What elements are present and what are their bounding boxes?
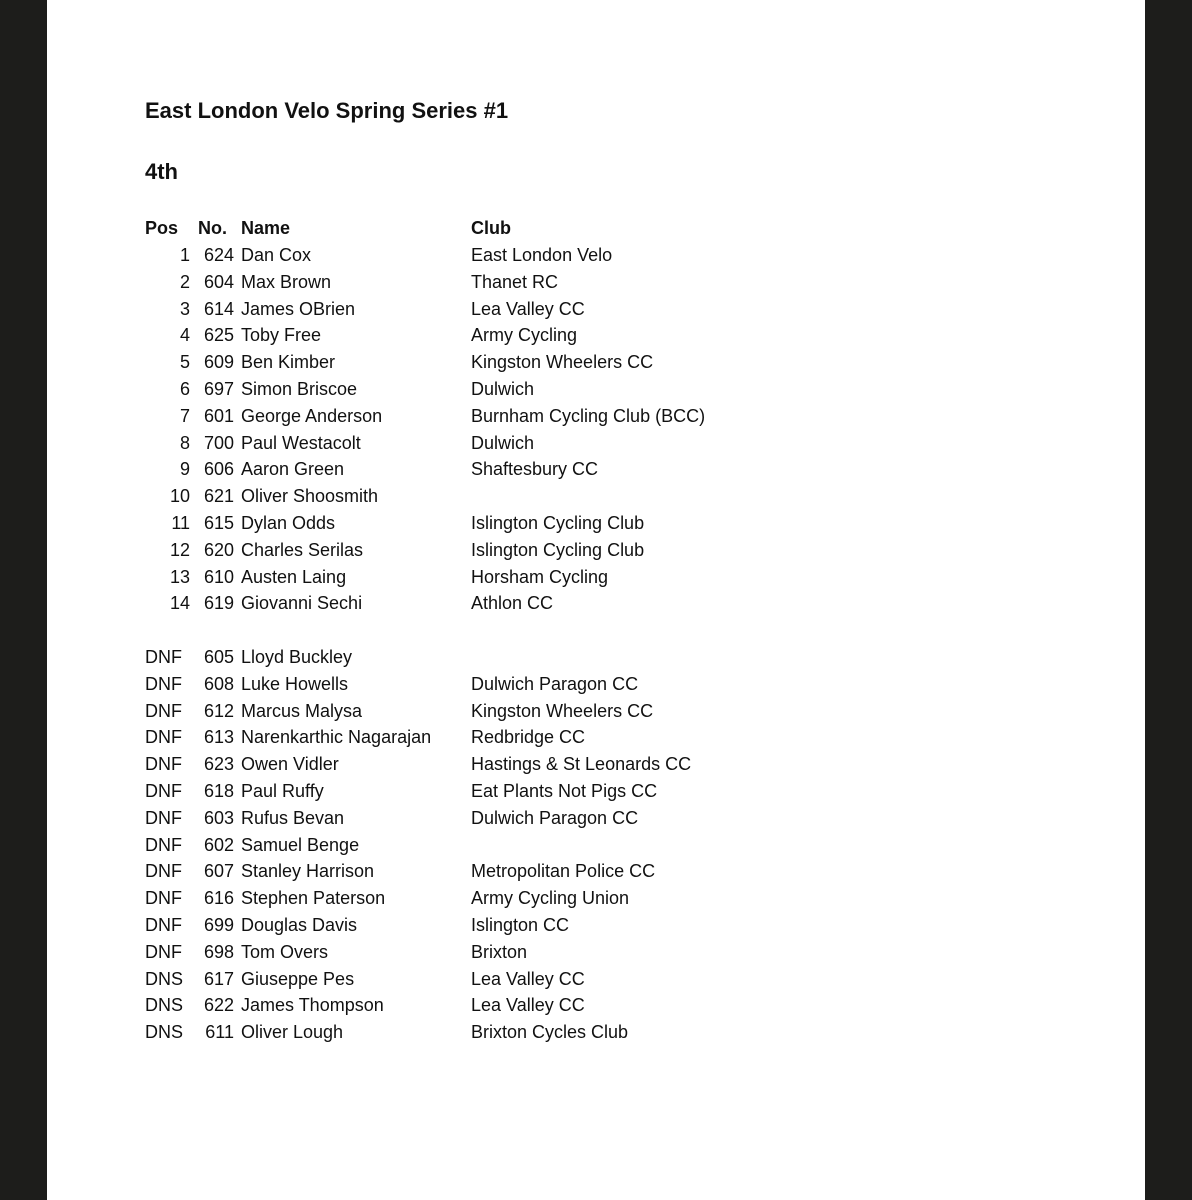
name-cell: Samuel Benge — [241, 834, 360, 855]
position-cell: DNF — [145, 781, 182, 801]
table-row — [47, 644, 1145, 671]
position-cell: 5 — [179, 352, 190, 373]
name-cell: Narenkarthic Nagarajan — [241, 727, 432, 748]
name-cell: Luke Howells — [241, 673, 349, 694]
name-cell: Max Brown — [241, 271, 332, 292]
club-cell: Burnham Cycling Club (BCC) — [471, 405, 706, 426]
club-cell: Islington Cycling Club — [471, 539, 645, 560]
table-row — [47, 590, 1145, 617]
position-cell: DNF — [145, 915, 182, 935]
club-cell: Metropolitan Police CC — [471, 861, 656, 882]
number-cell: 624 — [203, 245, 234, 265]
name-cell: James Thompson — [241, 995, 384, 1016]
table-row — [47, 778, 1145, 805]
position-cell: DNS — [145, 1022, 184, 1043]
number-cell: 604 — [203, 271, 234, 292]
table-row — [47, 832, 1145, 859]
name-cell: Paul Ruffy — [241, 781, 324, 801]
name-cell: Austen Laing — [241, 566, 347, 587]
table-row — [47, 537, 1145, 564]
number-cell: 615 — [203, 513, 234, 533]
name-cell: James OBrien — [241, 298, 356, 319]
table-row — [47, 403, 1145, 430]
position-cell: 9 — [179, 459, 190, 480]
table-row — [47, 992, 1145, 1019]
position-cell: 3 — [179, 298, 190, 319]
number-cell: 622 — [203, 995, 234, 1016]
club-cell: Islington CC — [471, 915, 570, 935]
position-cell: DNF — [145, 861, 182, 882]
name-cell: Paul Westacolt — [241, 432, 361, 453]
name-cell: Stanley Harrison — [241, 861, 375, 882]
club-cell: Lea Valley CC — [471, 298, 585, 319]
position-cell: DNS — [145, 968, 184, 989]
header-pos: Pos — [145, 218, 179, 238]
name-cell: Marcus Malysa — [241, 700, 363, 721]
position-cell: DNF — [145, 727, 182, 748]
number-cell: 605 — [203, 647, 234, 667]
club-cell: Thanet RC — [471, 271, 559, 292]
table-row — [47, 858, 1145, 885]
club-cell: East London Velo — [471, 245, 613, 265]
table-row — [47, 939, 1145, 966]
number-cell: 621 — [203, 486, 234, 507]
position-cell: DNF — [145, 700, 182, 721]
header-club: Club — [471, 218, 511, 238]
name-cell: George Anderson — [241, 405, 383, 426]
name-cell: Stephen Paterson — [241, 888, 386, 909]
table-row — [47, 698, 1145, 725]
position-cell: 12 — [169, 539, 190, 560]
number-cell: 699 — [203, 915, 234, 935]
club-cell: Kingston Wheelers CC — [471, 352, 654, 373]
position-cell: DNF — [145, 941, 182, 962]
club-cell: Lea Valley CC — [471, 968, 585, 989]
club-cell: Lea Valley CC — [471, 995, 585, 1016]
table-row — [47, 349, 1145, 376]
name-cell: Ben Kimber — [241, 352, 336, 373]
number-cell: 609 — [203, 352, 234, 373]
name-cell: Lloyd Buckley — [241, 647, 353, 667]
club-cell: Redbridge CC — [471, 727, 586, 748]
number-cell: 613 — [203, 727, 234, 748]
club-cell: Army Cycling — [471, 325, 578, 346]
position-cell: DNF — [145, 834, 182, 855]
number-cell: 610 — [203, 566, 234, 587]
club-cell: Athlon CC — [471, 593, 554, 614]
name-cell: Oliver Lough — [241, 1022, 344, 1043]
position-cell: DNF — [145, 807, 182, 828]
name-cell: Dan Cox — [241, 245, 312, 265]
number-cell: 619 — [203, 593, 234, 614]
position-cell: 11 — [171, 513, 190, 533]
position-cell: 2 — [179, 271, 190, 292]
number-cell: 601 — [203, 405, 234, 426]
table-row — [47, 671, 1145, 698]
name-cell: Giovanni Sechi — [241, 593, 363, 614]
name-cell: Aaron Green — [241, 459, 345, 480]
document-title: East London Velo Spring Series #1 — [145, 98, 509, 123]
club-cell: Horsham Cycling — [471, 566, 609, 587]
table-header — [47, 215, 1145, 242]
name-cell: Rufus Bevan — [241, 807, 345, 828]
position-cell: 7 — [179, 405, 190, 426]
name-cell: Owen Vidler — [241, 754, 339, 775]
club-cell: Dulwich — [471, 432, 535, 453]
name-cell: Simon Briscoe — [241, 379, 358, 399]
table-row — [47, 966, 1145, 993]
club-cell: Army Cycling Union — [471, 888, 630, 909]
club-cell: Hastings & St Leonards CC — [471, 754, 692, 775]
number-cell: 603 — [203, 807, 234, 828]
table-row — [47, 724, 1145, 751]
name-cell: Toby Free — [241, 325, 322, 346]
club-cell: Brixton Cycles Club — [471, 1022, 629, 1043]
number-cell: 611 — [205, 1022, 234, 1043]
header-name: Name — [241, 218, 291, 238]
club-cell: Islington Cycling Club — [471, 513, 645, 533]
club-cell: Dulwich — [471, 379, 535, 399]
club-cell: Kingston Wheelers CC — [471, 700, 654, 721]
table-row — [47, 751, 1145, 778]
name-cell: Giuseppe Pes — [241, 968, 355, 989]
document-page — [47, 0, 1145, 1200]
number-cell: 698 — [203, 941, 234, 962]
number-cell: 612 — [203, 700, 234, 721]
club-cell: Eat Plants Not Pigs CC — [471, 781, 658, 801]
name-cell: Oliver Shoosmith — [241, 486, 379, 507]
number-cell: 606 — [203, 459, 234, 480]
table-row — [47, 483, 1145, 510]
table-row — [47, 805, 1145, 832]
position-cell: DNF — [145, 673, 182, 694]
table-row — [47, 885, 1145, 912]
table-row — [47, 269, 1145, 296]
table-row — [47, 242, 1145, 269]
number-cell: 700 — [203, 432, 234, 453]
number-cell: 697 — [203, 379, 234, 399]
name-cell: Douglas Davis — [241, 915, 358, 935]
position-cell: 4 — [179, 325, 190, 346]
number-cell: 607 — [203, 861, 234, 882]
number-cell: 614 — [203, 298, 234, 319]
position-cell: 1 — [179, 245, 190, 265]
name-cell: Dylan Odds — [241, 513, 336, 533]
table-row — [47, 322, 1145, 349]
name-cell: Tom Overs — [241, 941, 329, 962]
club-cell: Brixton — [471, 941, 528, 962]
position-cell: 8 — [179, 432, 190, 453]
number-cell: 616 — [203, 888, 234, 909]
number-cell: 618 — [203, 781, 234, 801]
table-row — [47, 912, 1145, 939]
table-row — [47, 456, 1145, 483]
number-cell: 617 — [203, 968, 234, 989]
position-cell: 10 — [169, 486, 190, 507]
position-cell: DNF — [145, 888, 182, 909]
table-row — [47, 430, 1145, 457]
position-cell: 13 — [169, 566, 190, 587]
number-cell: 620 — [203, 539, 234, 560]
club-cell: Dulwich Paragon CC — [471, 807, 639, 828]
table-row — [47, 296, 1145, 323]
table-row — [47, 564, 1145, 591]
position-cell: 6 — [179, 379, 190, 399]
category-heading: 4th — [145, 159, 178, 184]
club-cell: Dulwich Paragon CC — [471, 673, 639, 694]
club-cell: Shaftesbury CC — [471, 459, 599, 480]
number-cell: 623 — [203, 754, 234, 775]
header-no: No. — [198, 218, 227, 238]
table-row — [47, 1019, 1145, 1046]
position-cell: DNF — [145, 754, 182, 775]
position-cell: DNF — [145, 647, 182, 667]
table-row — [47, 510, 1145, 537]
number-cell: 602 — [203, 834, 234, 855]
table-row — [47, 376, 1145, 403]
number-cell: 608 — [203, 673, 234, 694]
number-cell: 625 — [203, 325, 234, 346]
position-cell: DNS — [145, 995, 184, 1016]
name-cell: Charles Serilas — [241, 539, 364, 560]
position-cell: 14 — [169, 593, 190, 614]
